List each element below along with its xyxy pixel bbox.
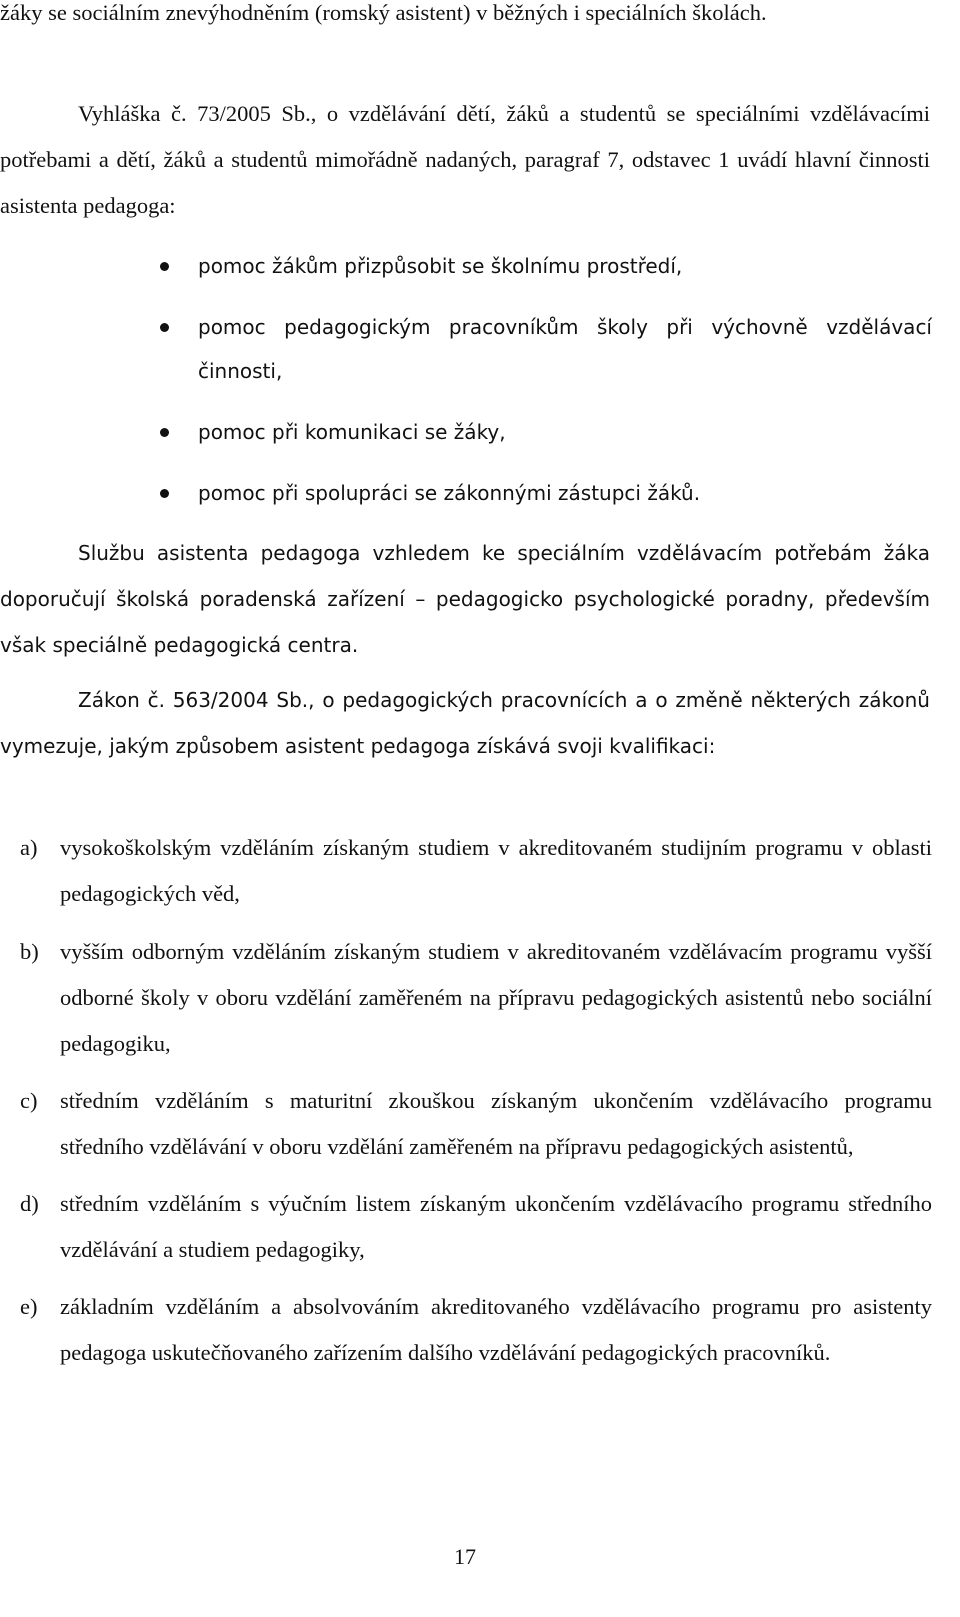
list-item: pomoc pedagogickým pracovníkům školy při výchovně vzdělávací činnosti, bbox=[160, 305, 932, 393]
list-marker: b) bbox=[20, 939, 39, 964]
paragraph-text: , o pedagogických pracovnících a o změně některých zákonů vymezuje, jakým způsobem asistent pedagoga získává svoji kvalifikaci: bbox=[0, 688, 930, 758]
bullet-icon bbox=[160, 323, 169, 332]
list-marker: e) bbox=[20, 1294, 38, 1319]
paragraph-text: žáky se sociálním znevýhodněním (romský asistent) v běžných i speciálních školách. bbox=[0, 0, 767, 25]
qualification-list bbox=[20, 825, 932, 1389]
bullet-icon bbox=[160, 489, 169, 498]
list-item: pomoc při komunikaci se žáky, bbox=[160, 410, 932, 454]
bullet-icon bbox=[160, 428, 169, 437]
list-item: c) středním vzděláním s maturitní zkouškou získaným ukončením vzdělávacího programu středního vzdělávání v oboru vzdělání zaměřeném na přípravu pedagogických asistentů, bbox=[20, 1078, 932, 1170]
list-item: pomoc žákům přizpůsobit se školnímu prostředí, bbox=[160, 244, 932, 288]
list-item: d) středním vzděláním s výučním listem získaným ukončením vzdělávacího programu středního vzdělávání a studiem pedagogiky, bbox=[20, 1181, 932, 1273]
list-item: pomoc při spolupráci se zákonnými zástupci žáků. bbox=[160, 471, 932, 515]
law-reference: Zákon č. 563/2004 Sb. bbox=[78, 688, 309, 712]
list-marker: c) bbox=[20, 1088, 38, 1113]
paragraph-vyhlaska bbox=[0, 91, 930, 229]
list-item: e) základním vzděláním a absolvováním akreditovaného vzdělávacího programu pro asistenty pedagoga uskutečňovaného zařízením dalšího vzdělávání pedagogických pracovníků. bbox=[20, 1284, 932, 1376]
bullet-icon bbox=[160, 262, 169, 271]
paragraph-text: , o vzdělávání dětí, žáků a studentů se speciálními vzdělávacími potřebami a dětí, žáků a studentů mimořádně nadaných, paragraf 7, odstavec 1 uvádí hlavní činnosti asistenta pedagoga: bbox=[0, 101, 930, 218]
list-marker: d) bbox=[20, 1191, 39, 1216]
paragraph-text: Službu asistenta pedagoga vzhledem ke speciálním vzdělávacím potřebám žáka doporučují školská poradenská zařízení – pedagogicko psychologické poradny, především však speciálně pedagogická centra. bbox=[0, 541, 930, 657]
assistant-activities-list bbox=[160, 244, 932, 532]
list-marker: a) bbox=[20, 835, 38, 860]
paragraph-intro-continuation bbox=[0, 0, 930, 36]
paragraph-zakon bbox=[0, 677, 930, 769]
law-reference: Vyhláška č. 73/2005 Sb. bbox=[78, 101, 311, 126]
page-number: 17 bbox=[454, 1544, 476, 1569]
list-item: b) vyšším odborným vzděláním získaným studiem v akreditovaném vzdělávacím programu vyšší odborné školy v oboru vzdělání zaměřeném na přípravu pedagogických asistentů nebo sociální pedagogiku, bbox=[20, 929, 932, 1067]
paragraph-sluzba bbox=[0, 530, 930, 668]
list-item: a) vysokoškolským vzděláním získaným studiem v akreditovaném studijním programu v oblasti pedagogických věd, bbox=[20, 825, 932, 917]
